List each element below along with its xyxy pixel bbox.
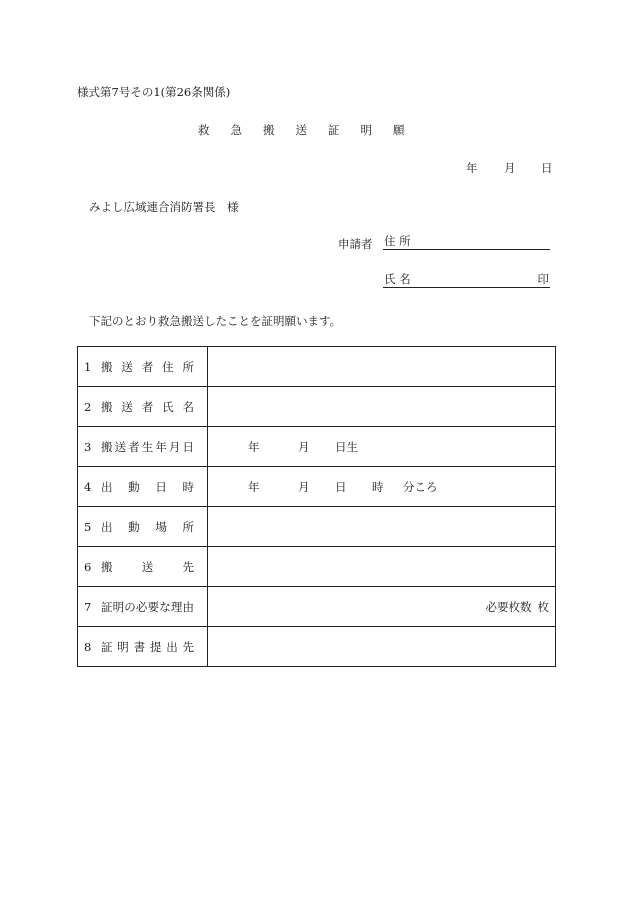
birth-day-label: 日生 [335, 439, 358, 454]
table-row [78, 387, 556, 427]
table-row [78, 507, 556, 547]
date-line [466, 160, 553, 176]
dispatch-hour-label: 時 [372, 479, 384, 494]
row-label: 搬 送 者 氏 名 [101, 399, 194, 414]
row-number: 2 [84, 399, 92, 414]
request-statement: 下記のとおり救急搬送したことを証明願います。 [89, 314, 342, 328]
dispatch-day-label: 日 [335, 479, 347, 494]
table-row [78, 427, 556, 467]
applicant-address-field[interactable] [383, 233, 550, 250]
birth-month-label: 月 [298, 439, 310, 454]
submission-destination-field[interactable] [208, 627, 556, 667]
required-copies [486, 599, 550, 615]
document-title [198, 122, 426, 138]
applicant-name-field[interactable] [383, 271, 550, 288]
date-day-label: 日 [541, 161, 553, 175]
title-char: 急 [230, 123, 242, 137]
title-char: 明 [360, 123, 372, 137]
row-label: 出 動 日 時 [101, 479, 194, 494]
row-number: 6 [84, 559, 92, 574]
transportee-name-field[interactable] [208, 387, 556, 427]
copies-label: 必要枚数 [485, 599, 532, 614]
table-row [78, 627, 556, 667]
row-label: 証 明 の 必 要 な 理 由 [101, 599, 194, 614]
title-char: 送 [295, 123, 307, 137]
date-month-label: 月 [504, 161, 516, 175]
form-table [77, 346, 556, 667]
table-row [78, 347, 556, 387]
applicant-label: 申請者 [338, 237, 373, 251]
row-number: 3 [84, 439, 92, 454]
birth-date-field[interactable] [208, 427, 556, 467]
table-row [78, 467, 556, 507]
title-char: 証 [328, 123, 340, 137]
title-char: 救 [198, 123, 210, 137]
address-label: 住 所 [384, 234, 411, 248]
row-label: 搬 送 者 住 所 [101, 359, 194, 374]
addressee: みよし広域連合消防署長 様 [89, 200, 239, 214]
title-char: 願 [393, 123, 405, 137]
date-year-label: 年 [466, 161, 478, 175]
dispatch-year-label: 年 [248, 479, 260, 494]
destination-field[interactable] [208, 547, 556, 587]
name-label: 氏 名 [384, 272, 411, 286]
title-char: 搬 [263, 123, 275, 137]
row-number: 4 [84, 479, 92, 494]
dispatch-location-field[interactable] [208, 507, 556, 547]
row-label: 搬 送 先 [101, 559, 194, 574]
row-label: 証 明 書 提 出 先 [101, 639, 194, 654]
dispatch-time-field[interactable] [208, 467, 556, 507]
transportee-address-field[interactable] [208, 347, 556, 387]
row-number: 7 [84, 599, 92, 614]
row-label: 搬 送 者 生 年 月 日 [101, 439, 194, 454]
birth-year-label: 年 [248, 439, 260, 454]
row-number: 5 [84, 519, 92, 534]
row-number: 8 [84, 639, 92, 654]
table-row [78, 547, 556, 587]
row-label: 出 動 場 所 [101, 519, 194, 534]
reason-field[interactable] [208, 587, 556, 627]
row-number: 1 [84, 359, 92, 374]
dispatch-month-label: 月 [298, 479, 310, 494]
dispatch-minute-label: 分ころ [403, 479, 438, 494]
copies-unit: 枚 [537, 599, 549, 614]
form-number: 様式第7号その1(第26条関係) [77, 85, 231, 99]
table-row [78, 587, 556, 627]
seal-mark: 印 [537, 272, 549, 286]
